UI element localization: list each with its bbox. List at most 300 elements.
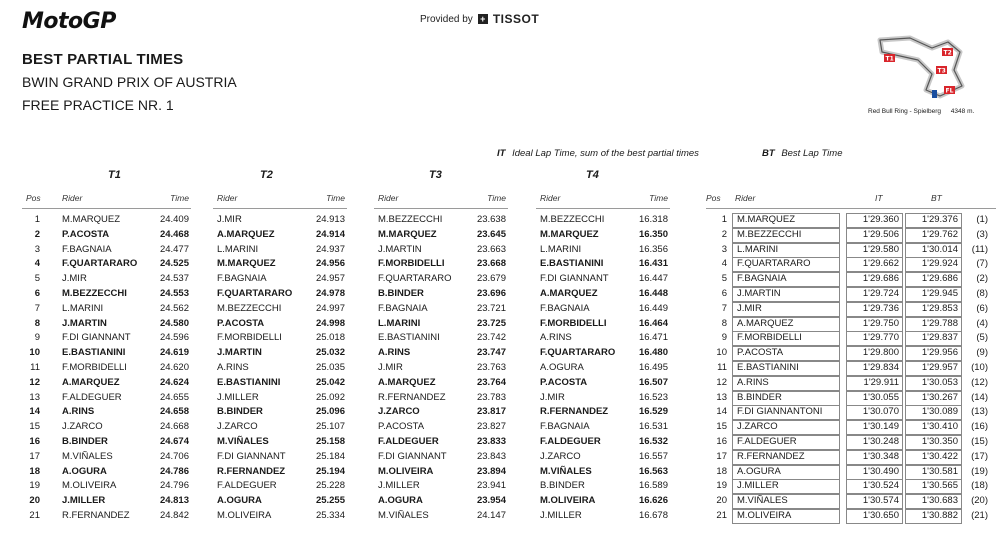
sector-time: 25.018 [315, 332, 345, 344]
sector-title-t3: T3 [429, 169, 442, 181]
best-lap-time: 1'30.267 [921, 391, 958, 403]
rider-name: F.BAGNAIA [378, 302, 428, 314]
ideal-position-number: 3 [721, 243, 727, 255]
sector-time: 25.096 [315, 406, 345, 418]
rider-name: E.BASTIANINI [62, 347, 126, 359]
position-number: 19 [29, 480, 40, 492]
sector-time: 25.158 [315, 436, 345, 447]
ideal-header-divider [706, 208, 996, 209]
ideal-rider-name: E.BASTIANINI [737, 362, 799, 373]
sector-time: 16.431 [638, 258, 668, 270]
ideal-lap-time: 1'29.686 [862, 273, 899, 285]
sector-time: 23.696 [476, 288, 506, 299]
rider-name: M.VIÑALES [217, 436, 269, 447]
best-lap-rank: (11) [971, 243, 988, 255]
rider-name: L.MARINI [217, 243, 259, 255]
sector-time: 16.507 [638, 376, 668, 388]
sector-time: 23.721 [476, 302, 506, 314]
best-lap-time: 1'29.376 [921, 214, 958, 225]
sector-time: 24.913 [315, 214, 345, 225]
rider-name: F.ALDEGUER [217, 480, 277, 492]
sector-time: 25.042 [315, 376, 345, 388]
ideal-position-number: 13 [716, 391, 727, 403]
sector-time: 23.638 [476, 214, 506, 225]
sector-time: 24.786 [159, 465, 189, 477]
ideal-lap-time: 1'30.574 [862, 495, 899, 507]
ideal-position-number: 14 [716, 406, 727, 418]
rider-name: F.QUARTARARO [540, 347, 616, 359]
legend-bt-abbr: BT [762, 148, 775, 159]
ideal-lap-time: 1'29.724 [862, 288, 899, 299]
legend-best [762, 148, 842, 159]
rider-name: J.MIR [540, 391, 565, 403]
position-number: 10 [29, 347, 40, 359]
sector-time: 24.619 [159, 347, 189, 359]
sector-time: 23.725 [476, 317, 506, 329]
rider-name: F.DI GIANNANT [62, 332, 131, 344]
best-lap-rank: (4) [976, 317, 988, 329]
sector-time: 16.523 [638, 391, 668, 403]
page-title: BEST PARTIAL TIMES [22, 51, 184, 68]
ideal-rider-name: R.FERNANDEZ [737, 450, 805, 462]
sector-time: 25.092 [315, 391, 345, 403]
position-number: 11 [30, 362, 40, 373]
sector-time: 24.624 [159, 376, 189, 388]
rider-name: F.ALDEGUER [62, 391, 122, 403]
position-number: 3 [34, 243, 40, 255]
position-number: 15 [29, 421, 40, 433]
best-lap-time: 1'30.053 [921, 376, 958, 388]
ideal-lap-time: 1'29.662 [862, 258, 899, 270]
rider-name: R.FERNANDEZ [378, 391, 446, 403]
best-lap-time: 1'30.683 [921, 495, 958, 507]
legend-it-abbr: IT [497, 148, 506, 159]
sector-time: 24.553 [159, 288, 189, 299]
rider-name: J.ZARCO [540, 450, 581, 462]
sector-time: 24.674 [159, 436, 189, 447]
rider-name: A.MARQUEZ [540, 288, 598, 299]
rider-name: B.BINDER [540, 480, 585, 492]
rider-name: F.DI GIANNANT [540, 273, 609, 285]
sector-time: 23.742 [476, 332, 506, 344]
ideal-position-number: 17 [716, 450, 727, 462]
position-number: 18 [29, 465, 40, 477]
rider-name: J.MIR [378, 362, 403, 373]
sector-time: 24.706 [159, 450, 189, 462]
sector-title-t1: T1 [108, 169, 121, 181]
ideal-lap-time: 1'30.248 [862, 436, 899, 447]
rider-name: J.MARTIN [62, 317, 107, 329]
time-column-header: Time [649, 193, 668, 203]
rider-name: E.BASTIANINI [540, 258, 604, 270]
ideal-rider-name: F.ALDEGUER [737, 436, 797, 447]
ideal-position-number: 5 [721, 273, 727, 285]
ideal-position-number: 16 [716, 436, 727, 447]
best-lap-time: 1'30.014 [921, 243, 958, 255]
sector-time: 16.449 [638, 302, 668, 314]
position-number: 21 [29, 510, 40, 521]
best-lap-rank: (19) [971, 465, 988, 477]
rider-name: J.MILLER [217, 391, 259, 403]
sector-time: 24.655 [159, 391, 189, 403]
rider-name: F.QUARTARARO [217, 288, 293, 299]
ideal-position-number: 19 [716, 480, 727, 492]
best-lap-time: 1'29.956 [921, 347, 958, 359]
best-lap-rank: (14) [971, 391, 988, 403]
sector-time: 23.941 [476, 480, 506, 492]
sector-time: 23.817 [476, 406, 506, 418]
rider-name: M.MARQUEZ [540, 228, 599, 240]
ideal-rider-name: M.OLIVEIRA [737, 510, 792, 521]
ideal-lap-time: 1'29.360 [862, 214, 899, 225]
best-lap-rank: (7) [976, 258, 988, 270]
best-lap-time: 1'30.410 [921, 421, 958, 433]
header-divider [374, 208, 508, 209]
circuit-caption [868, 108, 974, 115]
rider-name: J.MILLER [62, 495, 106, 507]
session-name: FREE PRACTICE NR. 1 [22, 97, 174, 113]
sector-time: 24.468 [159, 228, 189, 240]
ideal-position-number: 20 [716, 495, 727, 507]
ideal-rider-name: J.MILLER [737, 480, 779, 492]
sector-time: 16.464 [638, 317, 668, 329]
rider-name: A.RINS [62, 406, 95, 418]
position-number: 17 [29, 450, 40, 462]
ideal-rider-name: B.BINDER [737, 391, 782, 403]
sector-time: 16.448 [638, 288, 668, 299]
ideal-rider-name: F.DI GIANNANTONI [737, 406, 823, 418]
best-lap-time: 1'30.422 [921, 450, 958, 462]
position-number: 4 [34, 258, 40, 270]
rider-name: J.MILLER [378, 480, 420, 492]
sector-time: 23.747 [476, 347, 506, 359]
rider-name: M.OLIVEIRA [540, 495, 596, 507]
time-column-header: Time [487, 193, 506, 203]
best-lap-rank: (10) [971, 362, 988, 373]
circuit-length: 4348 m. [950, 108, 975, 115]
position-number: 12 [29, 376, 40, 388]
ideal-lap-time: 1'29.800 [862, 347, 899, 359]
rider-name: M.MARQUEZ [378, 228, 437, 240]
sector-time: 23.954 [476, 495, 506, 507]
sector-time: 24.842 [159, 510, 189, 521]
rider-name: M.MARQUEZ [217, 258, 276, 270]
sector-time: 25.032 [315, 347, 345, 359]
ideal-lap-time: 1'30.070 [862, 406, 899, 418]
sector-label-fl: FL [945, 87, 954, 95]
best-lap-rank: (8) [976, 288, 988, 299]
best-lap-time: 1'30.089 [921, 406, 958, 418]
sector-time: 24.525 [159, 258, 189, 270]
sector-time: 16.678 [638, 510, 668, 521]
rider-name: J.MIR [217, 214, 242, 225]
sector-time: 25.255 [315, 495, 345, 507]
sector-time: 25.334 [315, 510, 345, 521]
sector-time: 23.764 [476, 376, 506, 388]
best-lap-time: 1'29.945 [921, 288, 958, 299]
position-number: 8 [34, 317, 40, 329]
rider-name: J.ZARCO [62, 421, 103, 433]
rider-column-header: Rider [62, 193, 83, 203]
rider-name: P.ACOSTA [378, 421, 425, 433]
sector-time: 23.827 [476, 421, 506, 433]
best-lap-rank: (12) [971, 376, 988, 388]
position-number: 20 [29, 495, 40, 507]
rider-column-header: Rider [540, 193, 561, 203]
sector-time: 24.978 [315, 288, 345, 299]
rider-name: L.MARINI [378, 317, 421, 329]
rider-name: M.OLIVEIRA [217, 510, 272, 521]
rider-name: M.OLIVEIRA [62, 480, 117, 492]
sector-time: 23.668 [476, 258, 506, 270]
ideal-rider-header: Rider [735, 193, 756, 203]
rider-name: A.RINS [378, 347, 411, 359]
pos-column-header: Pos [26, 193, 41, 203]
motogp-logo [22, 6, 116, 36]
sector-time: 23.894 [476, 465, 506, 477]
position-number: 16 [29, 436, 40, 447]
position-number: 1 [34, 214, 40, 225]
best-lap-time: 1'30.882 [921, 510, 958, 521]
rider-name: F.BAGNAIA [217, 273, 267, 285]
circuit-name: Red Bull Ring - Spielberg [868, 108, 941, 115]
ideal-it-header: IT [875, 193, 883, 203]
sector-time: 24.956 [315, 258, 345, 270]
rider-name: F.MORBIDELLI [378, 258, 445, 270]
sector-time: 24.477 [159, 243, 189, 255]
rider-name: F.BAGNAIA [540, 302, 590, 314]
sector-time: 16.447 [638, 273, 668, 285]
ideal-lap-time: 1'30.348 [862, 450, 899, 462]
ideal-position-number: 6 [721, 288, 727, 299]
ideal-rider-name: P.ACOSTA [737, 347, 784, 359]
ideal-rider-name: F.BAGNAIA [737, 273, 787, 285]
best-lap-time: 1'29.957 [921, 362, 958, 373]
sector-time: 24.914 [315, 228, 345, 240]
ideal-lap-time: 1'29.580 [862, 243, 899, 255]
rider-name: F.DI GIANNANT [217, 450, 286, 462]
rider-name: P.ACOSTA [217, 317, 265, 329]
ideal-lap-time: 1'29.506 [862, 228, 899, 240]
sector-time: 25.107 [315, 421, 345, 433]
ideal-rider-name: A.MARQUEZ [737, 317, 794, 329]
provided-by-label: Provided by [420, 13, 473, 25]
rider-name: L.MARINI [540, 243, 582, 255]
rider-name: F.MORBIDELLI [540, 317, 607, 329]
rider-name: A.RINS [540, 332, 572, 344]
sector-time: 16.318 [638, 214, 668, 225]
sponsor-brand: TISSOT [492, 12, 540, 26]
rider-name: A.OGURA [62, 465, 107, 477]
rider-name: J.MARTIN [378, 243, 422, 255]
best-lap-rank: (6) [976, 302, 988, 314]
sector-time: 16.529 [638, 406, 668, 418]
sector-time: 24.813 [159, 495, 189, 507]
ideal-lap-time: 1'29.750 [862, 317, 899, 329]
ideal-lap-time: 1'29.770 [862, 332, 899, 344]
logo-text: MotoGP [22, 8, 116, 34]
rider-name: M.VIÑALES [540, 465, 592, 477]
rider-name: M.MARQUEZ [62, 214, 121, 225]
position-number: 13 [29, 391, 40, 403]
ideal-pos-header: Pos [706, 193, 721, 203]
sector-label-t3: T3 [937, 67, 946, 75]
sector-time: 23.763 [476, 362, 506, 373]
rider-name: A.MARQUEZ [217, 228, 275, 240]
rider-name: A.OGURA [540, 362, 584, 373]
sector-time: 24.409 [159, 214, 189, 225]
rider-name: R.FERNANDEZ [62, 510, 130, 521]
sector-time: 16.495 [638, 362, 668, 373]
sector-time: 16.350 [638, 228, 668, 240]
ideal-position-number: 4 [721, 258, 727, 270]
sector-time: 23.783 [476, 391, 506, 403]
ideal-lap-time: 1'29.736 [862, 302, 899, 314]
rider-name: J.MIR [62, 273, 87, 285]
rider-name: E.BASTIANINI [217, 376, 281, 388]
sector-time: 24.796 [159, 480, 189, 492]
ideal-lap-time: 1'30.524 [862, 480, 899, 492]
ideal-position-number: 7 [721, 302, 727, 314]
ideal-position-number: 10 [716, 347, 727, 359]
rider-name: A.MARQUEZ [378, 376, 436, 388]
sponsor-line [420, 12, 539, 26]
legend-bt-desc: Best Lap Time [781, 148, 843, 159]
best-lap-rank: (18) [971, 480, 988, 492]
rider-name: M.BEZZECCHI [62, 288, 127, 299]
sector-time: 24.937 [315, 243, 345, 255]
sector-time: 24.998 [315, 317, 345, 329]
sector-time: 16.557 [638, 450, 668, 462]
ideal-rider-name: A.OGURA [737, 465, 781, 477]
rider-name: A.RINS [217, 362, 249, 373]
ideal-position-number: 18 [716, 465, 727, 477]
best-lap-rank: (1) [976, 214, 988, 225]
ideal-lap-time: 1'29.911 [863, 376, 899, 388]
time-column-header: Time [326, 193, 345, 203]
sector-time: 24.596 [159, 332, 189, 344]
rider-name: M.VIÑALES [378, 510, 429, 521]
best-lap-time: 1'29.762 [921, 228, 958, 240]
rider-name: F.BAGNAIA [62, 243, 112, 255]
sector-label-t1: T1 [885, 55, 894, 63]
rider-column-header: Rider [378, 193, 399, 203]
circuit-map-icon [870, 30, 970, 104]
rider-name: J.MILLER [540, 510, 582, 521]
sector-time: 16.563 [638, 465, 668, 477]
sector-time: 24.620 [159, 362, 189, 373]
ideal-position-number: 11 [717, 362, 727, 373]
sector-time: 23.679 [476, 273, 506, 285]
rider-name: F.ALDEGUER [378, 436, 439, 447]
sector-time: 16.626 [638, 495, 668, 507]
sector-time: 23.833 [476, 436, 506, 447]
ideal-rider-name: F.QUARTARARO [737, 258, 811, 270]
rider-name: J.MARTIN [217, 347, 262, 359]
ideal-rider-name: A.RINS [737, 376, 769, 388]
rider-name: F.MORBIDELLI [217, 332, 282, 344]
best-lap-time: 1'29.788 [921, 317, 958, 329]
sector-time: 16.589 [638, 480, 668, 492]
rider-name: M.BEZZECCHI [378, 214, 443, 225]
best-lap-rank: (15) [971, 436, 988, 447]
best-lap-rank: (2) [976, 273, 988, 285]
rider-name: P.ACOSTA [540, 376, 588, 388]
best-lap-rank: (3) [976, 228, 988, 240]
ideal-lap-time: 1'29.834 [862, 362, 899, 373]
sector-time: 24.997 [315, 302, 345, 314]
sector-label-t2: T2 [943, 49, 952, 57]
sector-time: 16.356 [638, 243, 668, 255]
header-divider [213, 208, 347, 209]
rider-name: R.FERNANDEZ [217, 465, 286, 477]
sector-time: 16.532 [638, 436, 668, 447]
rider-name: M.OLIVEIRA [378, 465, 434, 477]
rider-name: E.BASTIANINI [378, 332, 440, 344]
sector-time: 24.658 [159, 406, 189, 418]
rider-name: A.MARQUEZ [62, 376, 120, 388]
rider-name: B.BINDER [378, 288, 424, 299]
ideal-lap-time: 1'30.055 [862, 391, 899, 403]
header-divider [22, 208, 191, 209]
best-lap-time: 1'30.350 [921, 436, 958, 447]
event-name: BWIN GRAND PRIX OF AUSTRIA [22, 74, 237, 90]
ideal-lap-time: 1'30.650 [862, 510, 899, 521]
rider-name: A.OGURA [378, 495, 423, 507]
ideal-position-number: 12 [716, 376, 727, 388]
sector-time: 24.668 [159, 421, 189, 433]
sector-time: 23.843 [476, 450, 506, 462]
rider-name: R.FERNANDEZ [540, 406, 609, 418]
sector-time: 25.184 [315, 450, 345, 462]
position-number: 14 [29, 406, 40, 418]
sector-time: 25.228 [315, 480, 345, 492]
ideal-position-number: 21 [716, 510, 727, 521]
ideal-lap-time: 1'30.490 [862, 465, 899, 477]
sector-time: 16.480 [638, 347, 668, 359]
sector-time: 16.531 [638, 421, 668, 433]
ideal-position-number: 8 [721, 317, 727, 329]
rider-name: L.MARINI [62, 302, 104, 314]
best-lap-rank: (21) [971, 510, 988, 521]
sector-title-t2: T2 [260, 169, 273, 181]
rider-name: F.QUARTARARO [62, 258, 138, 270]
ideal-position-number: 1 [721, 214, 727, 225]
legend-ideal [497, 148, 699, 159]
best-lap-time: 1'29.837 [921, 332, 958, 344]
rider-name: F.QUARTARARO [378, 273, 452, 285]
ideal-rider-name: M.MARQUEZ [737, 214, 796, 225]
sector-time: 16.471 [638, 332, 668, 344]
best-lap-time: 1'30.565 [921, 480, 958, 492]
header-divider [536, 208, 670, 209]
rider-name: F.DI GIANNANT [378, 450, 447, 462]
position-number: 9 [34, 332, 40, 344]
sector-time: 24.147 [476, 510, 506, 521]
ideal-rider-name: J.MARTIN [737, 288, 781, 299]
best-lap-rank: (16) [971, 421, 988, 433]
ideal-rider-name: F.MORBIDELLI [737, 332, 802, 344]
rider-name: F.ALDEGUER [540, 436, 601, 447]
sector-time: 24.537 [159, 273, 189, 285]
rider-column-header: Rider [217, 193, 238, 203]
legend-it-desc: Ideal Lap Time, sum of the best partial times [512, 148, 699, 159]
sector-time: 25.035 [315, 362, 345, 373]
rider-name: F.MORBIDELLI [62, 362, 127, 373]
position-number: 6 [34, 288, 40, 299]
rider-name: A.OGURA [217, 495, 262, 507]
best-lap-rank: (5) [976, 332, 988, 344]
